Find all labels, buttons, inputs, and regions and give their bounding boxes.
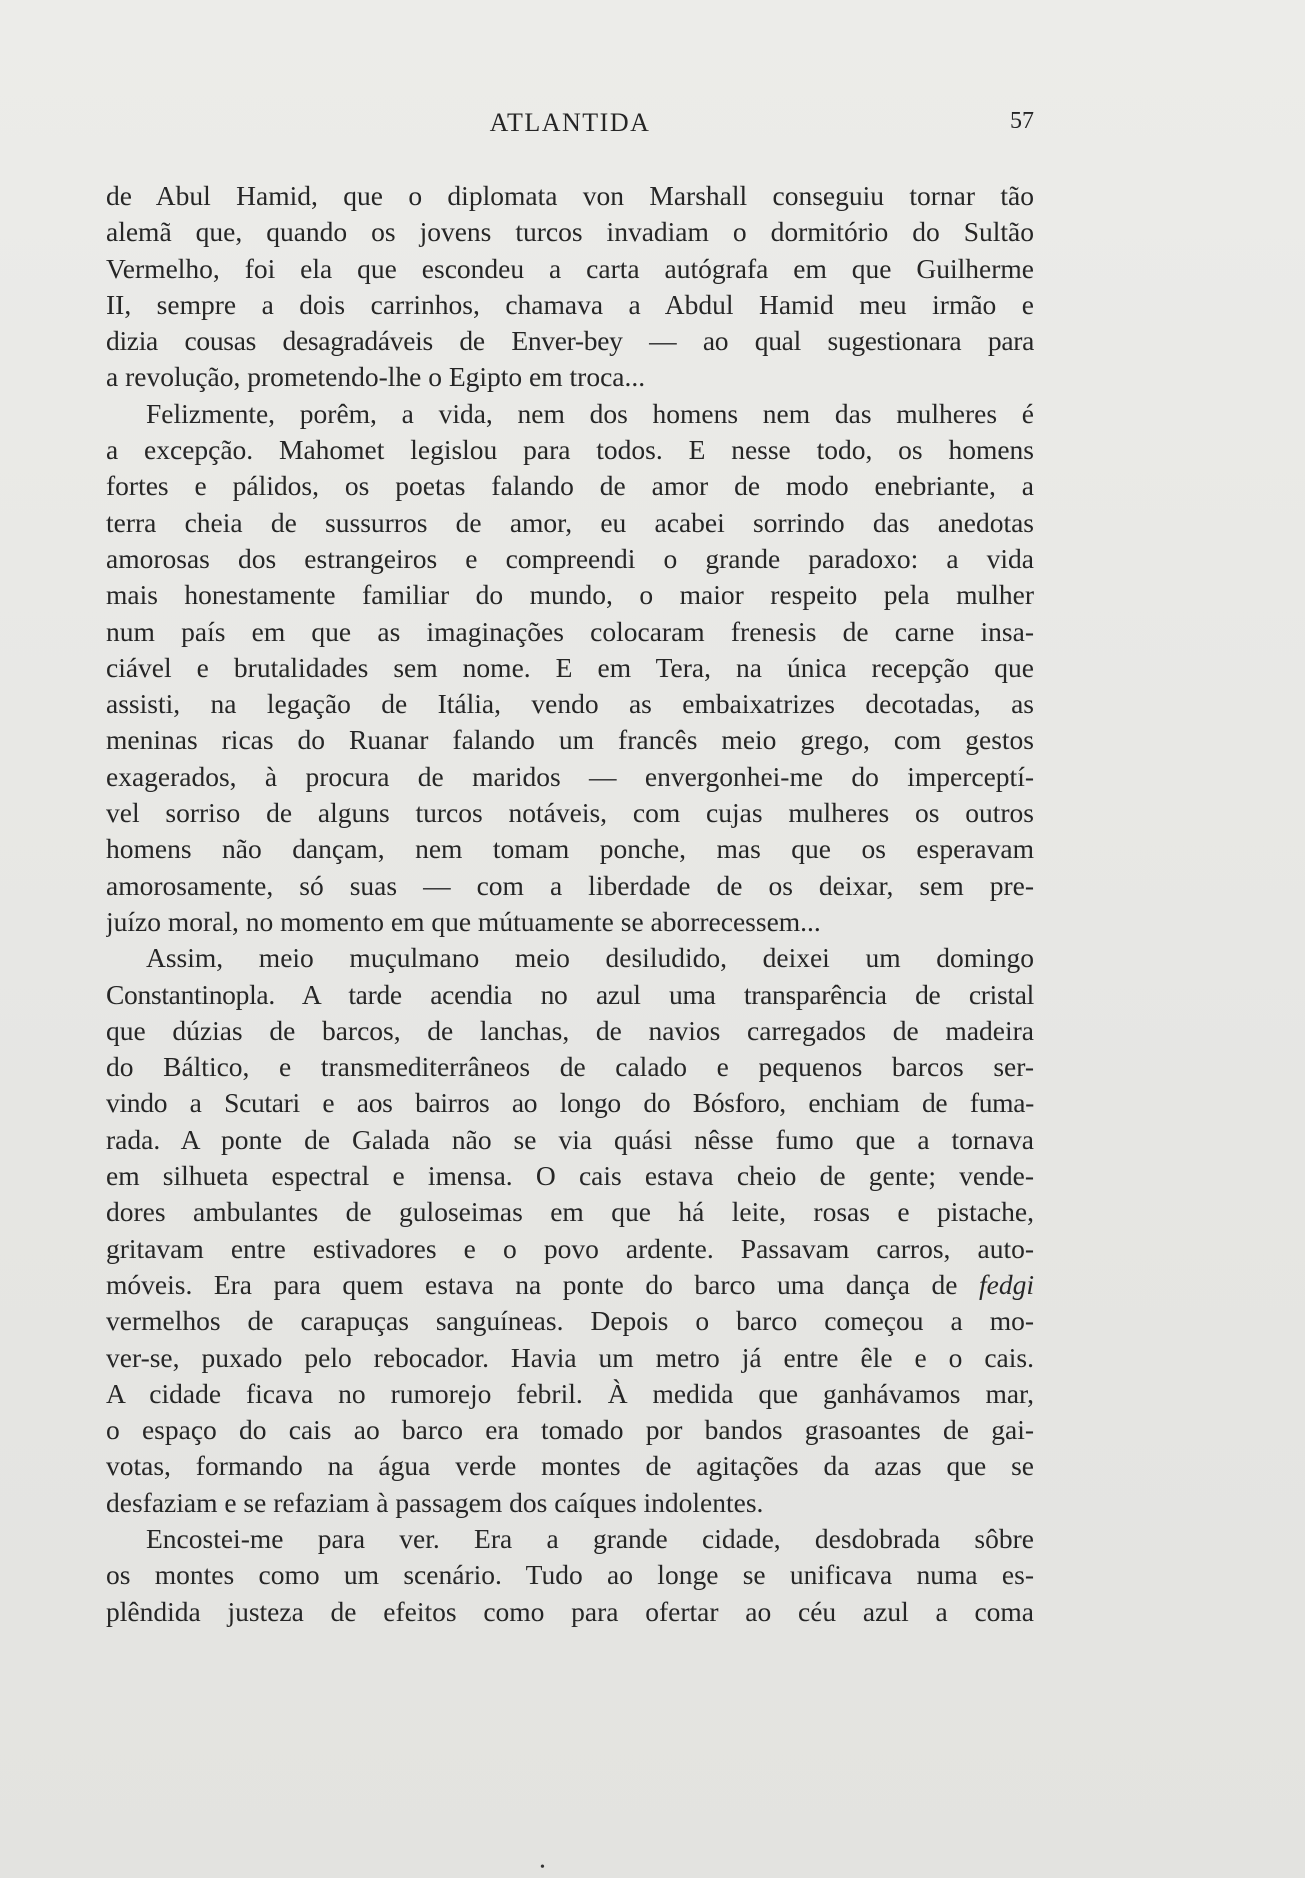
text-line: vindo a Scutari e aos bairros ao longo do Bósforo, enchiam de fuma- bbox=[106, 1087, 1034, 1119]
text-line: Encostei-me para ver. Era a grande cidade, desdobrada sôbre bbox=[146, 1522, 1034, 1554]
text-line: homens não dançam, nem tomam ponche, mas que os esperavam bbox=[106, 833, 1034, 865]
text-line-main: móveis. Era para quem estava na ponte do barco uma dança de bbox=[106, 1268, 958, 1300]
text-line: em silhueta espectral e imensa. O cais estava cheio de gente; vende- bbox=[106, 1160, 1034, 1192]
text-line: II, sempre a dois carrinhos, chamava a Abdul Hamid meu irmão e bbox=[106, 288, 1034, 320]
text-line: ciável e brutalidades sem nome. E em Tera, na única recepção que bbox=[106, 651, 1034, 683]
text-line: vel sorriso de alguns turcos notáveis, com cujas mulheres os outros bbox=[106, 797, 1034, 829]
page-number: 57 bbox=[1010, 108, 1034, 134]
text-line: a excepção. Mahomet legislou para todos. E nesse todo, os homens bbox=[106, 434, 1034, 466]
text-line: Constantinopla. A tarde acendia no azul uma transparência de cristal bbox=[106, 978, 1034, 1010]
text-line: num país em que as imaginações colocaram frenesis de carne insa- bbox=[106, 615, 1034, 647]
text-line: A cidade ficava no rumorejo febril. À medida que ganhávamos mar, bbox=[106, 1377, 1034, 1409]
text-line: o espaço do cais ao barco era tomado por bandos grasoantes de gai- bbox=[106, 1414, 1034, 1446]
text-line: Assim, meio muçulmano meio desiludido, deixei um domingo bbox=[146, 942, 1034, 974]
text-line: exagerados, à procura de maridos — envergonhei-me do imperceptí- bbox=[106, 760, 1034, 792]
text-line: desfaziam e se refaziam à passagem dos caíques indolentes. bbox=[106, 1486, 764, 1518]
text-line bbox=[106, 1267, 1034, 1303]
body-text bbox=[106, 178, 1034, 1630]
text-line: do Báltico, e transmediterrâneos de calado e pequenos barcos ser- bbox=[106, 1051, 1034, 1083]
text-line: alemã que, quando os jovens turcos invadiam o dormitório do Sultão bbox=[106, 216, 1034, 248]
text-line: terra cheia de sussurros de amor, eu acabei sorrindo das anedotas bbox=[106, 506, 1034, 538]
page-header bbox=[106, 108, 1034, 144]
running-head: ATLANTIDA bbox=[489, 108, 651, 137]
text-line: amorosas dos estrangeiros e compreendi o grande paradoxo: a vida bbox=[106, 542, 1034, 574]
text-line: Felizmente, porêm, a vida, nem dos homens nem das mulheres é bbox=[146, 397, 1034, 429]
text-line: Vermelho, foi ela que escondeu a carta autógrafa em que Guilherme bbox=[106, 252, 1034, 284]
text-line: amorosamente, só suas — com a liberdade de os deixar, sem pre- bbox=[106, 869, 1034, 901]
text-line: fortes e pálidos, os poetas falando de amor de modo enebriante, a bbox=[106, 470, 1034, 502]
text-line: de Abul Hamid, que o diplomata von Marshall conseguiu tornar tão bbox=[106, 180, 1034, 211]
text-line: que dúzias de barcos, de lanchas, de navios carregados de madeira bbox=[106, 1014, 1034, 1046]
text-line: rada. A ponte de Galada não se via quási nêsse fumo que a tornava bbox=[106, 1123, 1034, 1155]
text-line: vermelhos de carapuças sanguíneas. Depois o barco começou a mo- bbox=[106, 1305, 1034, 1337]
text-line: a revolução, prometendo-lhe o Egipto em troca... bbox=[106, 361, 646, 393]
text-line: ver-se, puxado pelo rebocador. Havia um metro já entre êle e o cais. bbox=[106, 1341, 1034, 1373]
printer-ornament: • bbox=[540, 1860, 545, 1875]
text-line: assisti, na legação de Itália, vendo as embaixatrizes decotadas, as bbox=[106, 688, 1034, 720]
text-line: plêndida justeza de efeitos como para ofertar ao céu azul a coma bbox=[106, 1595, 1034, 1627]
text-line: juízo moral, no momento em que mútuamente se aborrecessem... bbox=[106, 905, 821, 937]
italic-word: fedgi bbox=[979, 1268, 1034, 1300]
text-line: dizia cousas desagradáveis de Enver-bey — ao qual sugestionara para bbox=[106, 325, 1034, 357]
text-line: gritavam entre estivadores e o povo ardente. Passavam carros, auto- bbox=[106, 1232, 1034, 1264]
text-line: os montes como um scenário. Tudo ao longe se unificava numa es- bbox=[106, 1559, 1034, 1591]
text-line: votas, formando na água verde montes de agitações da azas que se bbox=[106, 1450, 1034, 1482]
text-line: meninas ricas do Ruanar falando um francês meio grego, com gestos bbox=[106, 724, 1034, 756]
text-line: mais honestamente familiar do mundo, o maior respeito pela mulher bbox=[106, 579, 1034, 611]
text-line: dores ambulantes de guloseimas em que há leite, rosas e pistache, bbox=[106, 1196, 1034, 1228]
